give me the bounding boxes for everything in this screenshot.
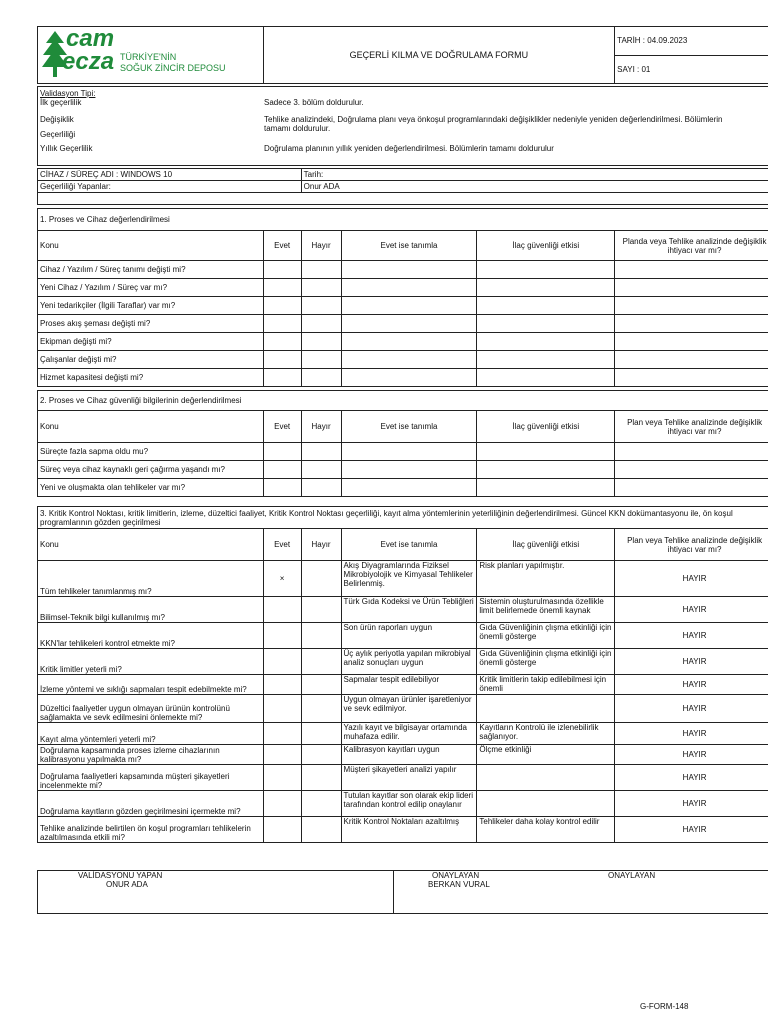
- section3-row-etki: [477, 695, 615, 723]
- section3-row: [38, 723, 768, 745]
- section3-row-hayir: [301, 723, 341, 745]
- validation-type-2: Değişiklik: [40, 115, 74, 124]
- logo-tagline-2: SOĞUK ZİNCİR DEPOSU: [120, 63, 226, 73]
- section3-row-tanim: Sapmalar tespit edilebiliyor: [341, 675, 477, 695]
- section3-row-konu: İzleme yöntemi ve sıklığı sapmaları tespit edebilmekte mi?: [38, 675, 264, 695]
- section3-row-tanim: Kalibrasyon kayıtları uygun: [341, 745, 477, 765]
- section3-row-etki: [477, 791, 615, 817]
- validation-desc-4: Doğrulama planının yıllık yeniden değerlendirilmesi. Bölümlerin tamamı doldurulur: [264, 144, 554, 153]
- section1-table: [37, 208, 768, 387]
- section3-header-konu: Konu: [38, 529, 264, 561]
- section3-row-tanim: Müşteri şikayetleri analizi yapılır: [341, 765, 477, 791]
- section3-row-konu: Tüm tehlikeler tanımlanmış mı?: [38, 561, 264, 597]
- section3-row-plan: HAYIR: [615, 649, 768, 675]
- section3-row-tanim: Türk Gıda Kodeksi ve Ürün Tebliğleri: [341, 597, 477, 623]
- section3-row: [38, 649, 768, 675]
- logo-tagline-1: TÜRKİYE'NİN: [120, 52, 177, 62]
- section3-row-hayir: [301, 623, 341, 649]
- section1-header-tanim: Evet ise tanımla: [341, 231, 477, 261]
- section1-header-etki: İlaç güvenliği etkisi: [477, 231, 615, 261]
- section3-row-konu: Doğrulama faaliyetleri kapsamında müşteri şikayetleri incelenmekte mi?: [38, 765, 264, 791]
- section3-row-tanim: Akış Diyagramlarında Fiziksel Mikrobiyolojik ve Kimyasal Tehlikeler Belirlenmiş.: [341, 561, 477, 597]
- section1-row-konu: Yeni Cihaz / Yazılım / Süreç var mı?: [38, 279, 264, 297]
- form-date: TARİH : 04.09.2023: [615, 27, 768, 56]
- section1-header-evet: Evet: [263, 231, 301, 261]
- section2-header-hayir: Hayır: [301, 411, 341, 443]
- section3-row: [38, 745, 768, 765]
- validator-title: VALİDASYONU YAPAN: [78, 871, 163, 880]
- section2-row-konu: Süreçte fazla sapma oldu mu?: [38, 443, 264, 461]
- section3-row-evet: ×: [263, 561, 301, 597]
- section3-row-evet: [263, 675, 301, 695]
- company-logo: [40, 27, 261, 83]
- section3-row-evet: [263, 745, 301, 765]
- logo-cam: cam: [66, 25, 115, 52]
- section3-row-tanim: Son ürün raporları uygun: [341, 623, 477, 649]
- section1-row-konu: Ekipman değişti mi?: [38, 333, 264, 351]
- section3-row-plan: HAYIR: [615, 675, 768, 695]
- section2-header-evet: Evet: [263, 411, 301, 443]
- section1-row-konu: Çalışanlar değişti mi?: [38, 351, 264, 369]
- section3-row-plan: HAYIR: [615, 623, 768, 649]
- approver2-title: ONAYLAYAN: [608, 871, 656, 880]
- header-table: [37, 26, 768, 84]
- section2-header-konu: Konu: [38, 411, 264, 443]
- section3-header-hayir: Hayır: [301, 529, 341, 561]
- section2-header-tanim: Evet ise tanımla: [341, 411, 477, 443]
- section3-row: [38, 765, 768, 791]
- section3-row: [38, 623, 768, 649]
- section3-row-plan: HAYIR: [615, 765, 768, 791]
- section3-row-evet: [263, 723, 301, 745]
- section3-header-tanim: Evet ise tanımla: [341, 529, 477, 561]
- validation-type-3: Geçerliliği: [40, 130, 76, 139]
- section3-row-konu: Doğrulama kayıtların gözden geçirilmesini içermekte mi?: [38, 791, 264, 817]
- section3-row-tanim: Tutulan kayıtlar son olarak ekip lideri tarafından kontrol edilip onaylanır: [341, 791, 477, 817]
- approver-name: BERKAN VURAL: [428, 880, 490, 889]
- validation-desc-2: Tehlike analizindeki, Doğrulama planı veya önkoşul programlarındaki değişiklikler nedeniyle yeniden değerlendirilmesi. Bölümlerin tamamı doldurulur.: [264, 115, 723, 133]
- section3-row-hayir: [301, 695, 341, 723]
- section3-row-evet: [263, 649, 301, 675]
- logo-ecza: ecza: [62, 48, 115, 75]
- section3-row-plan: HAYIR: [615, 723, 768, 745]
- section3-row-etki: Ölçme etkinliği: [477, 745, 615, 765]
- section3-row: [38, 597, 768, 623]
- section3-row-konu: Düzeltici faaliyetler uygun olmayan ürünün kontrolünü sağlamakta ve sevk edilmesini önlemekte mi?: [38, 695, 264, 723]
- section3-row-konu: Kritik limitler yeterli mi?: [38, 649, 264, 675]
- section3-row-etki: Kritik limitlerin takip edilebilmesi için önemli: [477, 675, 615, 695]
- section3-row-hayir: [301, 649, 341, 675]
- section3-row-hayir: [301, 817, 341, 843]
- approver-title: ONAYLAYAN: [432, 871, 480, 880]
- section3-row-hayir: [301, 561, 341, 597]
- section1-row-konu: Proses akış şeması değişti mi?: [38, 315, 264, 333]
- section3-header-plan: Plan veya Tehlike analizinde değişiklik ihtiyacı var mı?: [615, 529, 768, 561]
- section3-row-evet: [263, 765, 301, 791]
- device-date-label: Tarih:: [301, 169, 768, 181]
- section1-header-plan: Planda veya Tehlike analizinde değişiklik ihtiyacı var mı?: [615, 231, 768, 261]
- section3-row-konu: KKN'lar tehlikeleri kontrol etmekte mi?: [38, 623, 264, 649]
- section2-title: 2. Proses ve Cihaz güvenliği bilgilerinin değerlendirilmesi: [38, 391, 768, 411]
- section3-row-hayir: [301, 745, 341, 765]
- signature-box: [37, 870, 768, 914]
- validation-type-4: Yıllık Geçerlilik: [40, 144, 93, 153]
- section3-header-evet: Evet: [263, 529, 301, 561]
- section3-row-etki: Risk planları yapılmıştır.: [477, 561, 615, 597]
- section3-row: [38, 561, 768, 597]
- section3-row-plan: HAYIR: [615, 695, 768, 723]
- section1-header-konu: Konu: [38, 231, 264, 261]
- form-title: GEÇERLİ KILMA VE DOĞRULAMA FORMU: [263, 27, 615, 84]
- section3-row: [38, 675, 768, 695]
- section3-row-hayir: [301, 765, 341, 791]
- section2-row-konu: Süreç veya cihaz kaynaklı geri çağırma yaşandı mı?: [38, 461, 264, 479]
- validation-type-1: İlk geçerlilik: [40, 98, 82, 107]
- validators-value: Onur ADA: [301, 181, 768, 193]
- section2-header-etki: İlaç güvenliği etkisi: [477, 411, 615, 443]
- section3-table: [37, 506, 768, 843]
- section1-row-konu: Yeni tedarikçiler (İlgili Taraflar) var mı?: [38, 297, 264, 315]
- section3-row-hayir: [301, 675, 341, 695]
- section3-row-tanim: Uygun olmayan ürünler işaretleniyor ve sevk edilmiyor.: [341, 695, 477, 723]
- section3-header-etki: İlaç güvenliği etkisi: [477, 529, 615, 561]
- section3-row-konu: Tehlike analizinde belirtilen ön koşul programları tehlikelerin azaltılmasında etkili mi?: [38, 817, 264, 843]
- device-table: [37, 168, 768, 205]
- logo-cell: [38, 27, 264, 84]
- section3-row-etki: [477, 765, 615, 791]
- section3-row-plan: HAYIR: [615, 817, 768, 843]
- validation-desc-1: Sadece 3. bölüm doldurulur.: [264, 98, 364, 107]
- section3-row-hayir: [301, 597, 341, 623]
- section3-row-etki: Tehlikeler daha kolay kontrol edilir: [477, 817, 615, 843]
- section3-row-tanim: Üç aylık periyotla yapılan mikrobiyal analiz sonuçları uygun: [341, 649, 477, 675]
- section3-row-evet: [263, 817, 301, 843]
- section3-row: [38, 695, 768, 723]
- section2-header-plan: Plan veya Tehlike analizinde değişiklik ihtiyacı var mı?: [615, 411, 768, 443]
- section3-row-tanim: Kritik Kontrol Noktaları azaltılmış: [341, 817, 477, 843]
- section3-row-etki: Sistemin oluşturulmasında özellikle limit belirlemede önemli kaynak: [477, 597, 615, 623]
- section3-row-plan: HAYIR: [615, 791, 768, 817]
- section3-row-konu: Doğrulama kapsamında proses izleme cihazlarının kalibrasyonu yapılmakta mı?: [38, 745, 264, 765]
- section2-row-konu: Yeni ve oluşmakta olan tehlikeler var mı?: [38, 479, 264, 497]
- section1-row-konu: Cihaz / Yazılım / Süreç tanımı değişti mi?: [38, 261, 264, 279]
- validation-heading: Validasyon Tipi:: [40, 89, 96, 98]
- section1-header-hayir: Hayır: [301, 231, 341, 261]
- section3-row-konu: Kayıt alma yöntemleri yeterli mi?: [38, 723, 264, 745]
- section3-row-konu: Bilimsel-Teknik bilgi kullanılmış mı?: [38, 597, 264, 623]
- section3-row-tanim: Yazılı kayıt ve bilgisayar ortamında muhafaza edilir.: [341, 723, 477, 745]
- section3-row-plan: HAYIR: [615, 745, 768, 765]
- validators-label: Geçerliliği Yapanlar:: [38, 181, 302, 193]
- section2-table: [37, 390, 768, 497]
- section3-row-hayir: [301, 791, 341, 817]
- section3-body: [38, 561, 768, 843]
- section3-row-evet: [263, 623, 301, 649]
- section1-row-konu: Hizmet kapasitesi değişti mi?: [38, 369, 264, 387]
- section1-title: 1. Proses ve Cihaz değerlendirilmesi: [38, 209, 768, 231]
- signature-divider: [393, 871, 394, 913]
- spacer-row: [38, 193, 768, 205]
- section3-row-evet: [263, 791, 301, 817]
- validation-type-box: [37, 86, 768, 166]
- section3-row-etki: Kayıtların Kontrolü ile izlenebilirlik sağlanıyor.: [477, 723, 615, 745]
- section3-row-plan: HAYIR: [615, 597, 768, 623]
- section3-row: [38, 817, 768, 843]
- section3-row-etki: Gıda Güvenliğinin çlışma etkinliği için önemli gösterge: [477, 623, 615, 649]
- validator-name: ONUR ADA: [106, 880, 148, 889]
- form-number: SAYI : 01: [615, 55, 768, 84]
- section3-title: 3. Kritik Kontrol Noktası, kritik limitlerin, izleme, düzeltici faaliyet, Kritik Kontrol Noktası geçerliliği, kayıt alma yöntemlerinin yeterliliğinin değerlendirilmesi. Güncel KKN dokümantasyonu ile, ön koşul programlarının gözden geçirilmesi: [38, 507, 768, 529]
- section3-row-evet: [263, 695, 301, 723]
- section3-row-evet: [263, 597, 301, 623]
- section3-row-etki: Gıda Güvenliğinin çlışma etkinliği için önemli gösterge: [477, 649, 615, 675]
- device-name: CİHAZ / SÜREÇ ADI : WINDOWS 10: [38, 169, 302, 181]
- section3-row-plan: HAYIR: [615, 561, 768, 597]
- form-code: G-FORM-148: [640, 1002, 689, 1011]
- section3-row: [38, 791, 768, 817]
